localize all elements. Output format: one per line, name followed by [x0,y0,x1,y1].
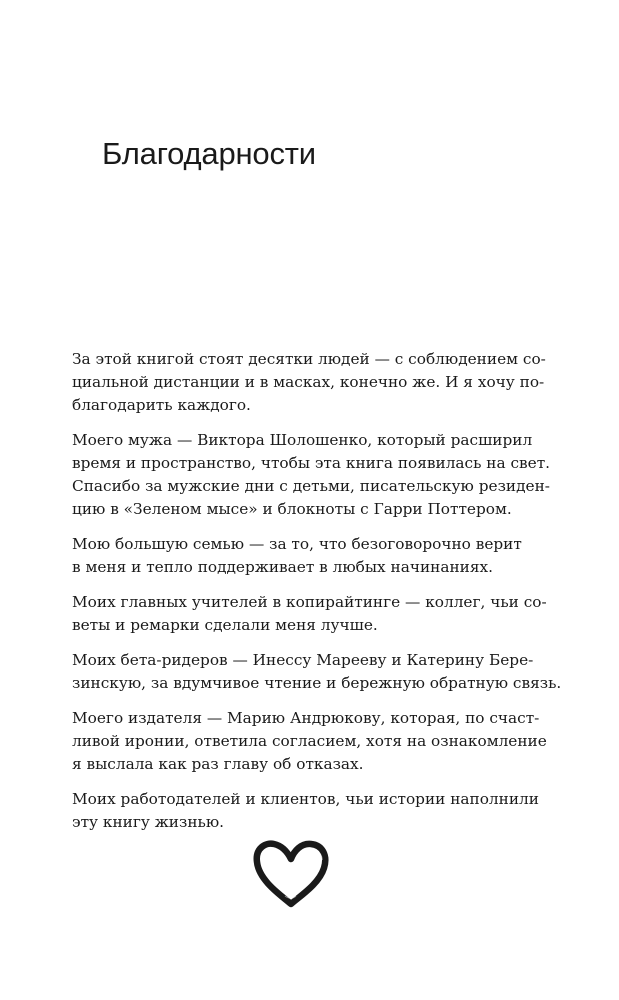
text-line: Моих бета-ридеров — Инессу Марееву и Катерину Бере- [72,651,534,669]
text-line: Моих работодателей и клиентов, чьи истории наполнили [72,790,539,808]
text-line: циальной дистанции и в масках, конечно же. И я хочу по- [72,373,545,391]
paragraph [72,788,539,834]
paragraph [72,707,547,776]
text-line: Мою большую семью — за то, что безоговорочно верит [72,535,522,553]
text-line: За этой книгой стоят десятки людей — с соблюдением со- [72,350,546,368]
heart-icon [252,838,330,910]
page-title: Благодарности [102,136,316,171]
text-line: Спасибо за мужские дни с детьми, писательскую резиден- [72,477,550,495]
paragraph [72,348,546,417]
text-line: цию в «Зеленом мысе» и блокноты с Гарри Поттером. [72,500,512,518]
text-line: я выслала как раз главу об отказах. [72,755,364,773]
paragraph [72,533,522,579]
paragraph [72,649,562,695]
text-line: в меня и тепло поддерживает в любых начинаниях. [72,558,494,576]
paragraph [72,429,551,521]
text-line: зинскую, за вдумчивое чтение и бережную обратную связь. [72,674,562,692]
text-line: Моих главных учителей в копирайтинге — коллег, чьи со- [72,593,547,611]
text-line: эту книгу жизнью. [72,813,225,831]
text-line: Моего мужа — Виктора Шолошенко, который расширил [72,431,533,449]
text-line: время и пространство, чтобы эта книга появилась на свет. [72,454,551,472]
text-line: Моего издателя — Марию Андрюкову, которая, по счаст- [72,709,540,727]
text-line: ливой иронии, ответила согласием, хотя на ознакомление [72,732,547,750]
text-line: благодарить каждого. [72,396,251,414]
paragraph [72,591,547,637]
acknowledgements-text [72,348,562,846]
text-line: веты и ремарки сделали меня лучше. [72,616,378,634]
